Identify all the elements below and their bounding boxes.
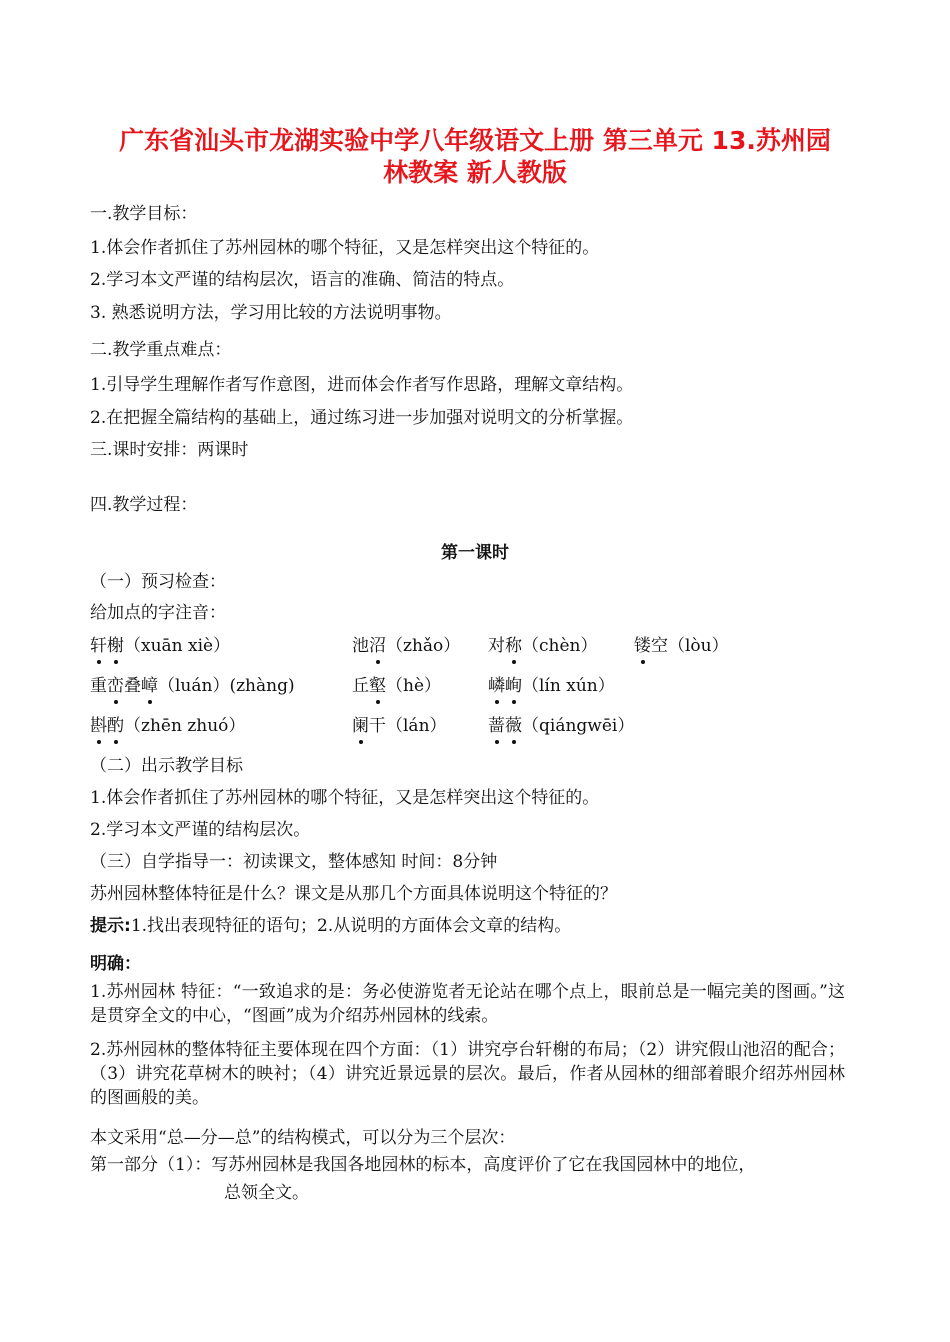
char: 干 (369, 716, 386, 736)
dotted-char: 峋 (505, 676, 522, 696)
vocab-item (634, 634, 729, 658)
char: 重 (90, 676, 107, 696)
vocab-item (352, 634, 460, 658)
pinyin: （qiángwēi） (522, 716, 635, 736)
document-title-line-1: 广东省汕头市龙湖实验中学八年级语文上册 第三单元 13.苏州园 (119, 126, 831, 155)
vocab-item (488, 674, 615, 698)
pinyin: （hè） (386, 676, 442, 696)
section-heading-goals: 一.教学目标： (90, 204, 198, 224)
pinyin: （luán）(zhàng) (158, 676, 295, 696)
hint-text: 1.找出表现特征的语句；2.从说明的方面体会文章的结构。 (130, 916, 572, 936)
pinyin: （chèn） (522, 636, 598, 656)
objective-item: 2.学习本文严谨的结构层次。 (90, 820, 311, 840)
dotted-char: 阑 (352, 716, 369, 736)
dotted-char: 嶂 (141, 676, 158, 696)
dotted-char: 峦 (107, 676, 124, 696)
hint-label: 提示: (90, 916, 131, 936)
pinyin: （lán） (386, 716, 447, 736)
clarify-label: 明确： (90, 954, 141, 974)
dotted-char: 榭 (107, 636, 124, 656)
char: 叠 (124, 676, 141, 696)
dotted-char: 薇 (505, 716, 522, 736)
dotted-char: 称 (505, 636, 522, 656)
objective-item: 1.体会作者抓住了苏州园林的哪个特征，又是怎样突出这个特征的。 (90, 788, 600, 808)
vocab-item (488, 714, 634, 738)
goal-item: 1.体会作者抓住了苏州园林的哪个特征，又是怎样突出这个特征的。 (90, 238, 600, 258)
pinyin: （xuān xiè） (124, 636, 231, 656)
dotted-char: 壑 (369, 676, 386, 696)
char: 对 (488, 636, 505, 656)
pinyin: （zhēn zhuó） (124, 716, 246, 736)
key-point-item: 1.引导学生理解作者写作意图，进而体会作者写作思路，理解文章结构。 (90, 375, 634, 395)
vocab-item (352, 714, 447, 738)
vocab-item (90, 674, 295, 698)
structure-intro: 本文采用“总—分—总”的结构模式，可以分为三个层次： (90, 1128, 516, 1148)
dotted-char: 酌 (107, 716, 124, 736)
study-question: 苏州园林整体特征是什么？课文是从那几个方面具体说明这个特征的？ (90, 884, 617, 904)
dotted-char: 镂 (634, 636, 651, 656)
objectives-heading: （二）出示教学目标 (90, 756, 243, 776)
preview-heading: （一）预习检查： (90, 572, 226, 592)
hint (90, 914, 571, 938)
dotted-char: 嶙 (488, 676, 505, 696)
char: 空 (651, 636, 668, 656)
section-heading-key-points: 二.教学重点难点： (90, 340, 232, 360)
vocab-item (488, 634, 597, 658)
vocab-item (90, 714, 245, 738)
pinyin: （lín xún） (522, 676, 615, 696)
lesson-title: 第一课时 (441, 543, 509, 563)
char: 池 (352, 636, 369, 656)
dotted-char: 蔷 (488, 716, 505, 736)
goal-item: 2.学习本文严谨的结构层次，语言的准确、简洁的特点。 (90, 270, 515, 290)
document-title-line-2: 林教案 新人教版 (383, 158, 567, 187)
goal-item: 3. 熟悉说明方法，学习用比较的方法说明事物。 (90, 303, 452, 323)
part-one-line-2: 总领全文。 (224, 1183, 309, 1203)
dotted-char: 轩 (90, 636, 107, 656)
dotted-char: 斟 (90, 716, 107, 736)
char: 丘 (352, 676, 369, 696)
dotted-char: 沼 (369, 636, 386, 656)
section-schedule: 三.课时安排：两课时 (90, 440, 249, 460)
vocab-item (90, 634, 230, 658)
section-heading-process: 四.教学过程： (90, 495, 198, 515)
pinyin: （lòu） (668, 636, 729, 656)
clarify-paragraph-1: 1.苏州园林 特征：“一致追求的是：务必使游览者无论站在哪个点上，眼前总是一幅完美的图画。”这是贯穿全文的中心，“图画”成为介绍苏州园林的线索。 (90, 982, 845, 1026)
self-study-heading: （三）自学指导一：初读课文，整体感知 时间：8分钟 (90, 852, 498, 872)
vocab-item (352, 674, 441, 698)
clarify-paragraph-2: 2.苏州园林的整体特征主要体现在四个方面：（1）讲究亭台轩榭的布局；（2）讲究假山池沼的配合；（3）讲究花草树木的映衬；（4）讲究近景远景的层次。最后，作者从园林的细部着眼介绍苏州园林的图画般的美。 (90, 1040, 845, 1108)
part-one-line-1: 第一部分（1）：写苏州园林是我国各地园林的标本，高度评价了它在我国园林中的地位， (90, 1155, 756, 1175)
phonetic-instruction: 给加点的字注音： (90, 603, 226, 623)
pinyin: （zhǎo） (386, 636, 461, 656)
key-point-item: 2.在把握全篇结构的基础上，通过练习进一步加强对说明文的分析掌握。 (90, 408, 634, 428)
